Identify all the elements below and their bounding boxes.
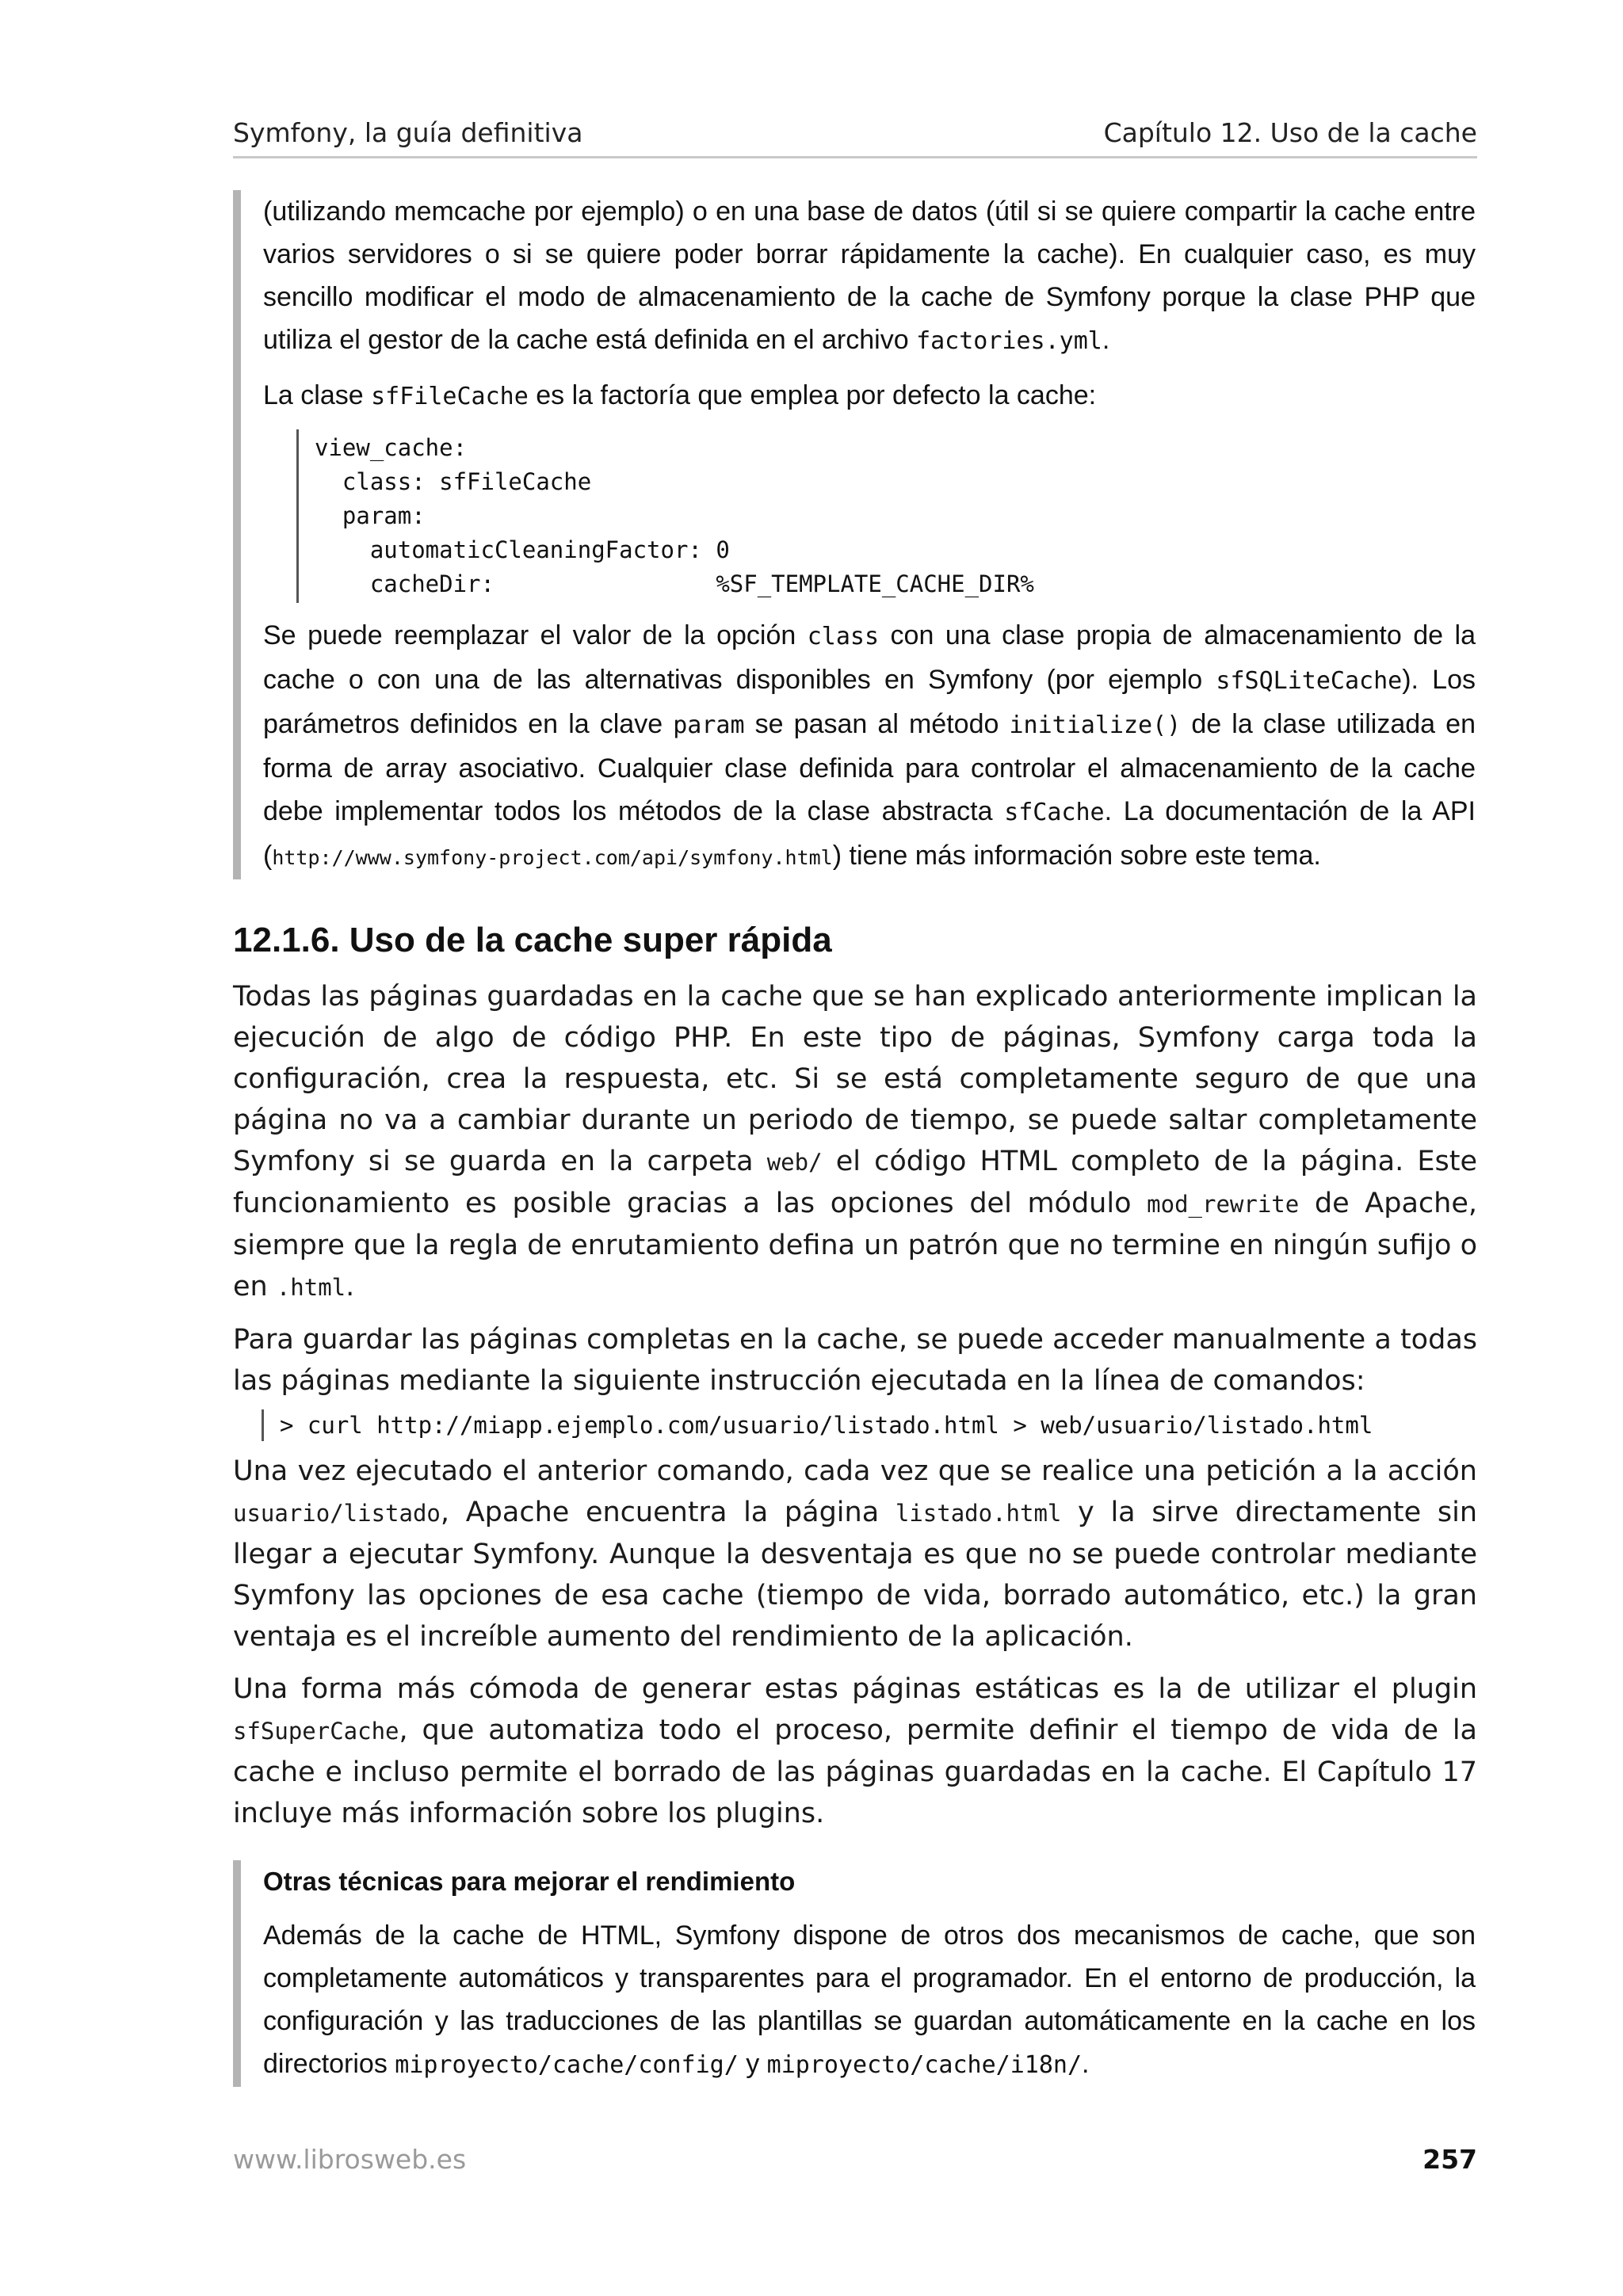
- site-link[interactable]: www.librosweb.es: [233, 2144, 467, 2175]
- inline-code: mod_rewrite: [1147, 1191, 1300, 1218]
- note-title: Otras técnicas para mejorar el rendimiento: [263, 1867, 796, 1896]
- book-title: Symfony, la guía definitiva: [233, 117, 583, 148]
- inline-code: miproyecto/cache/i18n/: [766, 2051, 1083, 2079]
- chapter-title: Capítulo 12. Uso de la cache: [1103, 117, 1477, 148]
- inline-code: param: [673, 711, 745, 739]
- inline-code: .html: [276, 1274, 346, 1301]
- note-box-cache-storage: [233, 190, 1477, 879]
- inline-code: sfSuperCache: [233, 1718, 399, 1745]
- running-header: [233, 117, 1477, 158]
- inline-code: sfSQLiteCache: [1216, 667, 1403, 695]
- body-paragraph-2: Para guardar las páginas completas en la cache, se puede acceder manualmente a todas las páginas mediante la siguiente instrucción ejecutada en la línea de comandos:: [233, 1324, 1477, 1397]
- inline-code: initialize(): [1009, 711, 1182, 739]
- note-paragraph-3: Se puede reemplazar el valor de la opción class con una clase propia de almacenamiento de la cache o con una de las alternativas disponibles en Symfony (por ejemplo sfSQLiteCache). Los parámetros definidos en la clave param se pasan al método initialize() de la clase utilizada en forma de array asociativo. Cualquier clase definida para controlar el almacenamiento de la cache debe implementar todos los métodos de la clase abstracta sfCache. La documentación de la API (http://www.symfony-project.com/api/symfony.html) tiene más información sobre este tema.: [263, 620, 1476, 871]
- inline-code: class: [807, 623, 880, 650]
- command-line-block: > curl http://miapp.ejemplo.com/usuario/listado.html > web/usuario/listado.html: [262, 1409, 1477, 1441]
- inline-code: factories.yml: [916, 327, 1102, 355]
- body-paragraph-1: Todas las páginas guardadas en la cache que se han explicado anteriormente implican la ejecución de algo de código PHP. En este tipo de páginas, Symfony carga toda la configuración, crea la respuesta, etc. Si se está completamente seguro de que una página no va a cambiar durante un periodo de tiempo, se puede saltar completamente Symfony si se guarda en la carpeta web/ el código HTML completo de la página. Este funcionamiento es posible gracias a las opciones del módulo mod_rewrite de Apache, siempre que la regla de enrutamiento defina un patrón que no termine en ningún sufijo o en .html.: [233, 981, 1478, 1302]
- note-paragraph-2: La clase sfFileCache es la factoría que emplea por defecto la cache:: [263, 380, 1097, 410]
- api-link[interactable]: http://www.symfony-project.com/api/symfony.html: [272, 846, 833, 869]
- inline-code: sfFileCache: [371, 383, 529, 410]
- inline-code: sfCache: [1004, 799, 1105, 826]
- body-paragraph-3: Una vez ejecutado el anterior comando, cada vez que se realice una petición a la acción usuario/listado, Apache encuentra la página listado.html y la sirve directamente sin llegar a ejecutar Symfony. Aunque la desventaja es que no se puede controlar mediante Symfony las opciones de esa cache (tiempo de vida, borrado automático, etc.) la gran ventaja es el increíble aumento del rendimiento de la aplicación.: [233, 1455, 1477, 1653]
- inline-code: web/: [766, 1149, 823, 1176]
- inline-code: miproyecto/cache/config/: [395, 2051, 739, 2079]
- page-number: 257: [1423, 2144, 1477, 2175]
- inline-code: listado.html: [895, 1500, 1062, 1527]
- section-heading: 12.1.6. Uso de la cache super rápida: [233, 921, 832, 959]
- body-paragraph-4: Una forma más cómoda de generar estas páginas estáticas es la de utilizar el plugin sfSuperCache, que automatiza todo el proceso, permite definir el tiempo de vida de la cache e incluso permite el borrado de las páginas guardadas en la cache. El Capítulo 17 incluye más información sobre los plugins.: [233, 1673, 1477, 1829]
- section-body: [233, 976, 1477, 1834]
- inline-code: usuario/listado: [233, 1500, 441, 1527]
- page-footer: [233, 2144, 1477, 2175]
- note-paragraph-1: (utilizando memcache por ejemplo) o en una base de datos (útil si se quiere compartir la cache entre varios servidores o si se quiere poder borrar rápidamente la cache). En cualquier caso, es muy sencillo modificar el modo de almacenamiento de la cache de Symfony porque la clase PHP que utiliza el gestor de la cache está definida en el archivo factories.yml.: [263, 196, 1476, 355]
- code-block-view-cache: view_cache: class: sfFileCache param: automaticCleaningFactor: 0 cacheDir: %SF_TEMPLATE_CACHE_DIR%: [296, 429, 1476, 603]
- note-paragraph: Además de la cache de HTML, Symfony dispone de otros dos mecanismos de cache, que son completamente automáticos y transparentes para el programador. En el entorno de producción, la configuración y las traducciones de las plantillas se guardan automáticamente en la cache en los directorios miproyecto/cache/config/ y miproyecto/cache/i18n/.: [263, 1920, 1476, 2079]
- note-box-performance: [233, 1860, 1477, 2087]
